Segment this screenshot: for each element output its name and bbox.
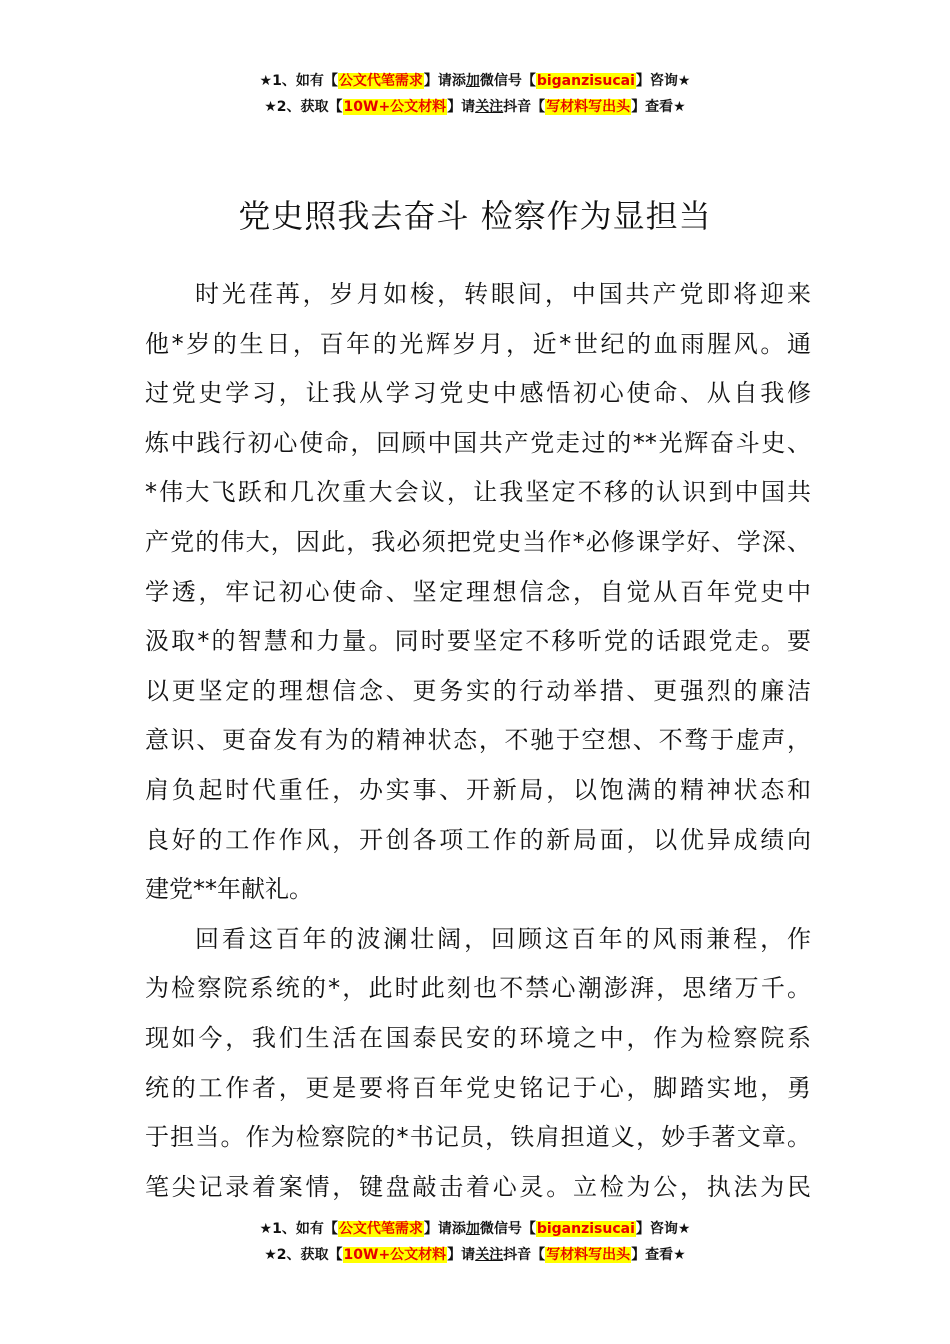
banner-text: ★1、如有【 (259, 73, 338, 89)
header-banner (0, 68, 950, 120)
paragraph (145, 270, 811, 915)
banner-text: ★2、获取【 (264, 1247, 343, 1263)
banner-highlight: 公文代笔需求 (338, 1221, 423, 1237)
footer-banner (0, 1216, 950, 1268)
banner-line-1 (0, 68, 950, 94)
banner-line-1 (0, 1216, 950, 1242)
document-body (145, 270, 811, 1212)
banner-text: 】请添 (423, 73, 466, 89)
text-line: 于担当。作为检察院的*书记员，铁肩担道义，妙手著文章。 (145, 1123, 811, 1152)
text-line: 时光荏苒，岁月如梭，转眼间，中国共产党即将迎来 (195, 280, 811, 308)
text-line: 以更坚定的理想信念、更务实的行动举措、更强烈的廉洁 (145, 676, 811, 705)
banner-text: 】查看★ (631, 1247, 686, 1263)
document-title: 党史照我去奋斗 检察作为显担当 (238, 197, 712, 236)
banner-highlight: biganzisucai (536, 1221, 635, 1237)
text-line: 他*岁的生日，百年的光辉岁月，近*世纪的血雨腥风。通 (145, 329, 811, 358)
text-line: 过党史学习，让我从学习党史中感悟初心使命、从自我修 (145, 379, 811, 408)
banner-line-2 (0, 1242, 950, 1268)
text-line: 炼中践行初心使命，回顾中国共产党走过的**光辉奋斗史、 (145, 428, 811, 457)
text-line: 统的工作者，更是要将百年党史铭记于心，脚踏实地，勇 (145, 1073, 811, 1102)
banner-highlight: 10W+公文材料 (343, 1247, 447, 1263)
text-line: 产党的伟大，因此，我必须把党史当作*必修课学好、学深、 (145, 527, 811, 556)
text-line: 肩负起时代重任，办实事、开新局，以饱满的精神状态和 (145, 775, 811, 804)
banner-text: 】咨询★ (635, 73, 691, 89)
text-line: 学透，牢记初心使命、坚定理想信念，自觉从百年党史中 (145, 577, 811, 606)
banner-text: 】请添 (423, 1221, 466, 1237)
banner-line-2 (0, 94, 950, 120)
text-line: 笔尖记录着案情，键盘敲击着心灵。立检为公，执法为民 (145, 1172, 811, 1201)
banner-underlined-text: 关注 (475, 99, 504, 115)
text-line: 建党**年献礼。 (145, 875, 313, 904)
banner-text: 微信号【 (479, 1221, 536, 1237)
text-line: *伟大飞跃和几次重大会议，让我坚定不移的认识到中国共 (145, 478, 811, 507)
text-line: 汲取*的智慧和力量。同时要坚定不移听党的话跟党走。要 (145, 627, 811, 656)
paragraph (145, 915, 811, 1213)
banner-text: 】咨询★ (635, 1221, 691, 1237)
banner-underlined-text: 加 (465, 1221, 480, 1237)
banner-text: 抖音【 (503, 99, 546, 115)
text-line: 为检察院系统的*，此时此刻也不禁心潮澎湃，思绪万千。 (145, 974, 811, 1003)
banner-highlight: 10W+公文材料 (343, 99, 447, 115)
text-line: 现如今，我们生活在国泰民安的环境之中，作为检察院系 (145, 1023, 811, 1052)
text-line: 意识、更奋发有为的精神状态，不驰于空想、不骛于虚声， (145, 726, 811, 755)
banner-highlight: 写材料写出头 (546, 99, 631, 115)
banner-underlined-text: 关注 (475, 1247, 504, 1263)
banner-text: 】请 (447, 1247, 476, 1263)
banner-text: 】查看★ (631, 99, 686, 115)
banner-text: ★1、如有【 (259, 1221, 338, 1237)
banner-highlight: biganzisucai (536, 73, 635, 89)
banner-text: 】请 (447, 99, 476, 115)
banner-highlight: 公文代笔需求 (338, 73, 423, 89)
text-line: 回看这百年的波澜壮阔，回顾这百年的风雨兼程，作 (195, 924, 811, 953)
text-line: 良好的工作作风，开创各项工作的新局面，以优异成绩向 (145, 825, 811, 854)
banner-text: 微信号【 (479, 73, 536, 89)
banner-underlined-text: 加 (465, 73, 480, 89)
banner-text: ★2、获取【 (264, 99, 343, 115)
banner-highlight: 写材料写出头 (546, 1247, 631, 1263)
banner-text: 抖音【 (503, 1247, 546, 1263)
